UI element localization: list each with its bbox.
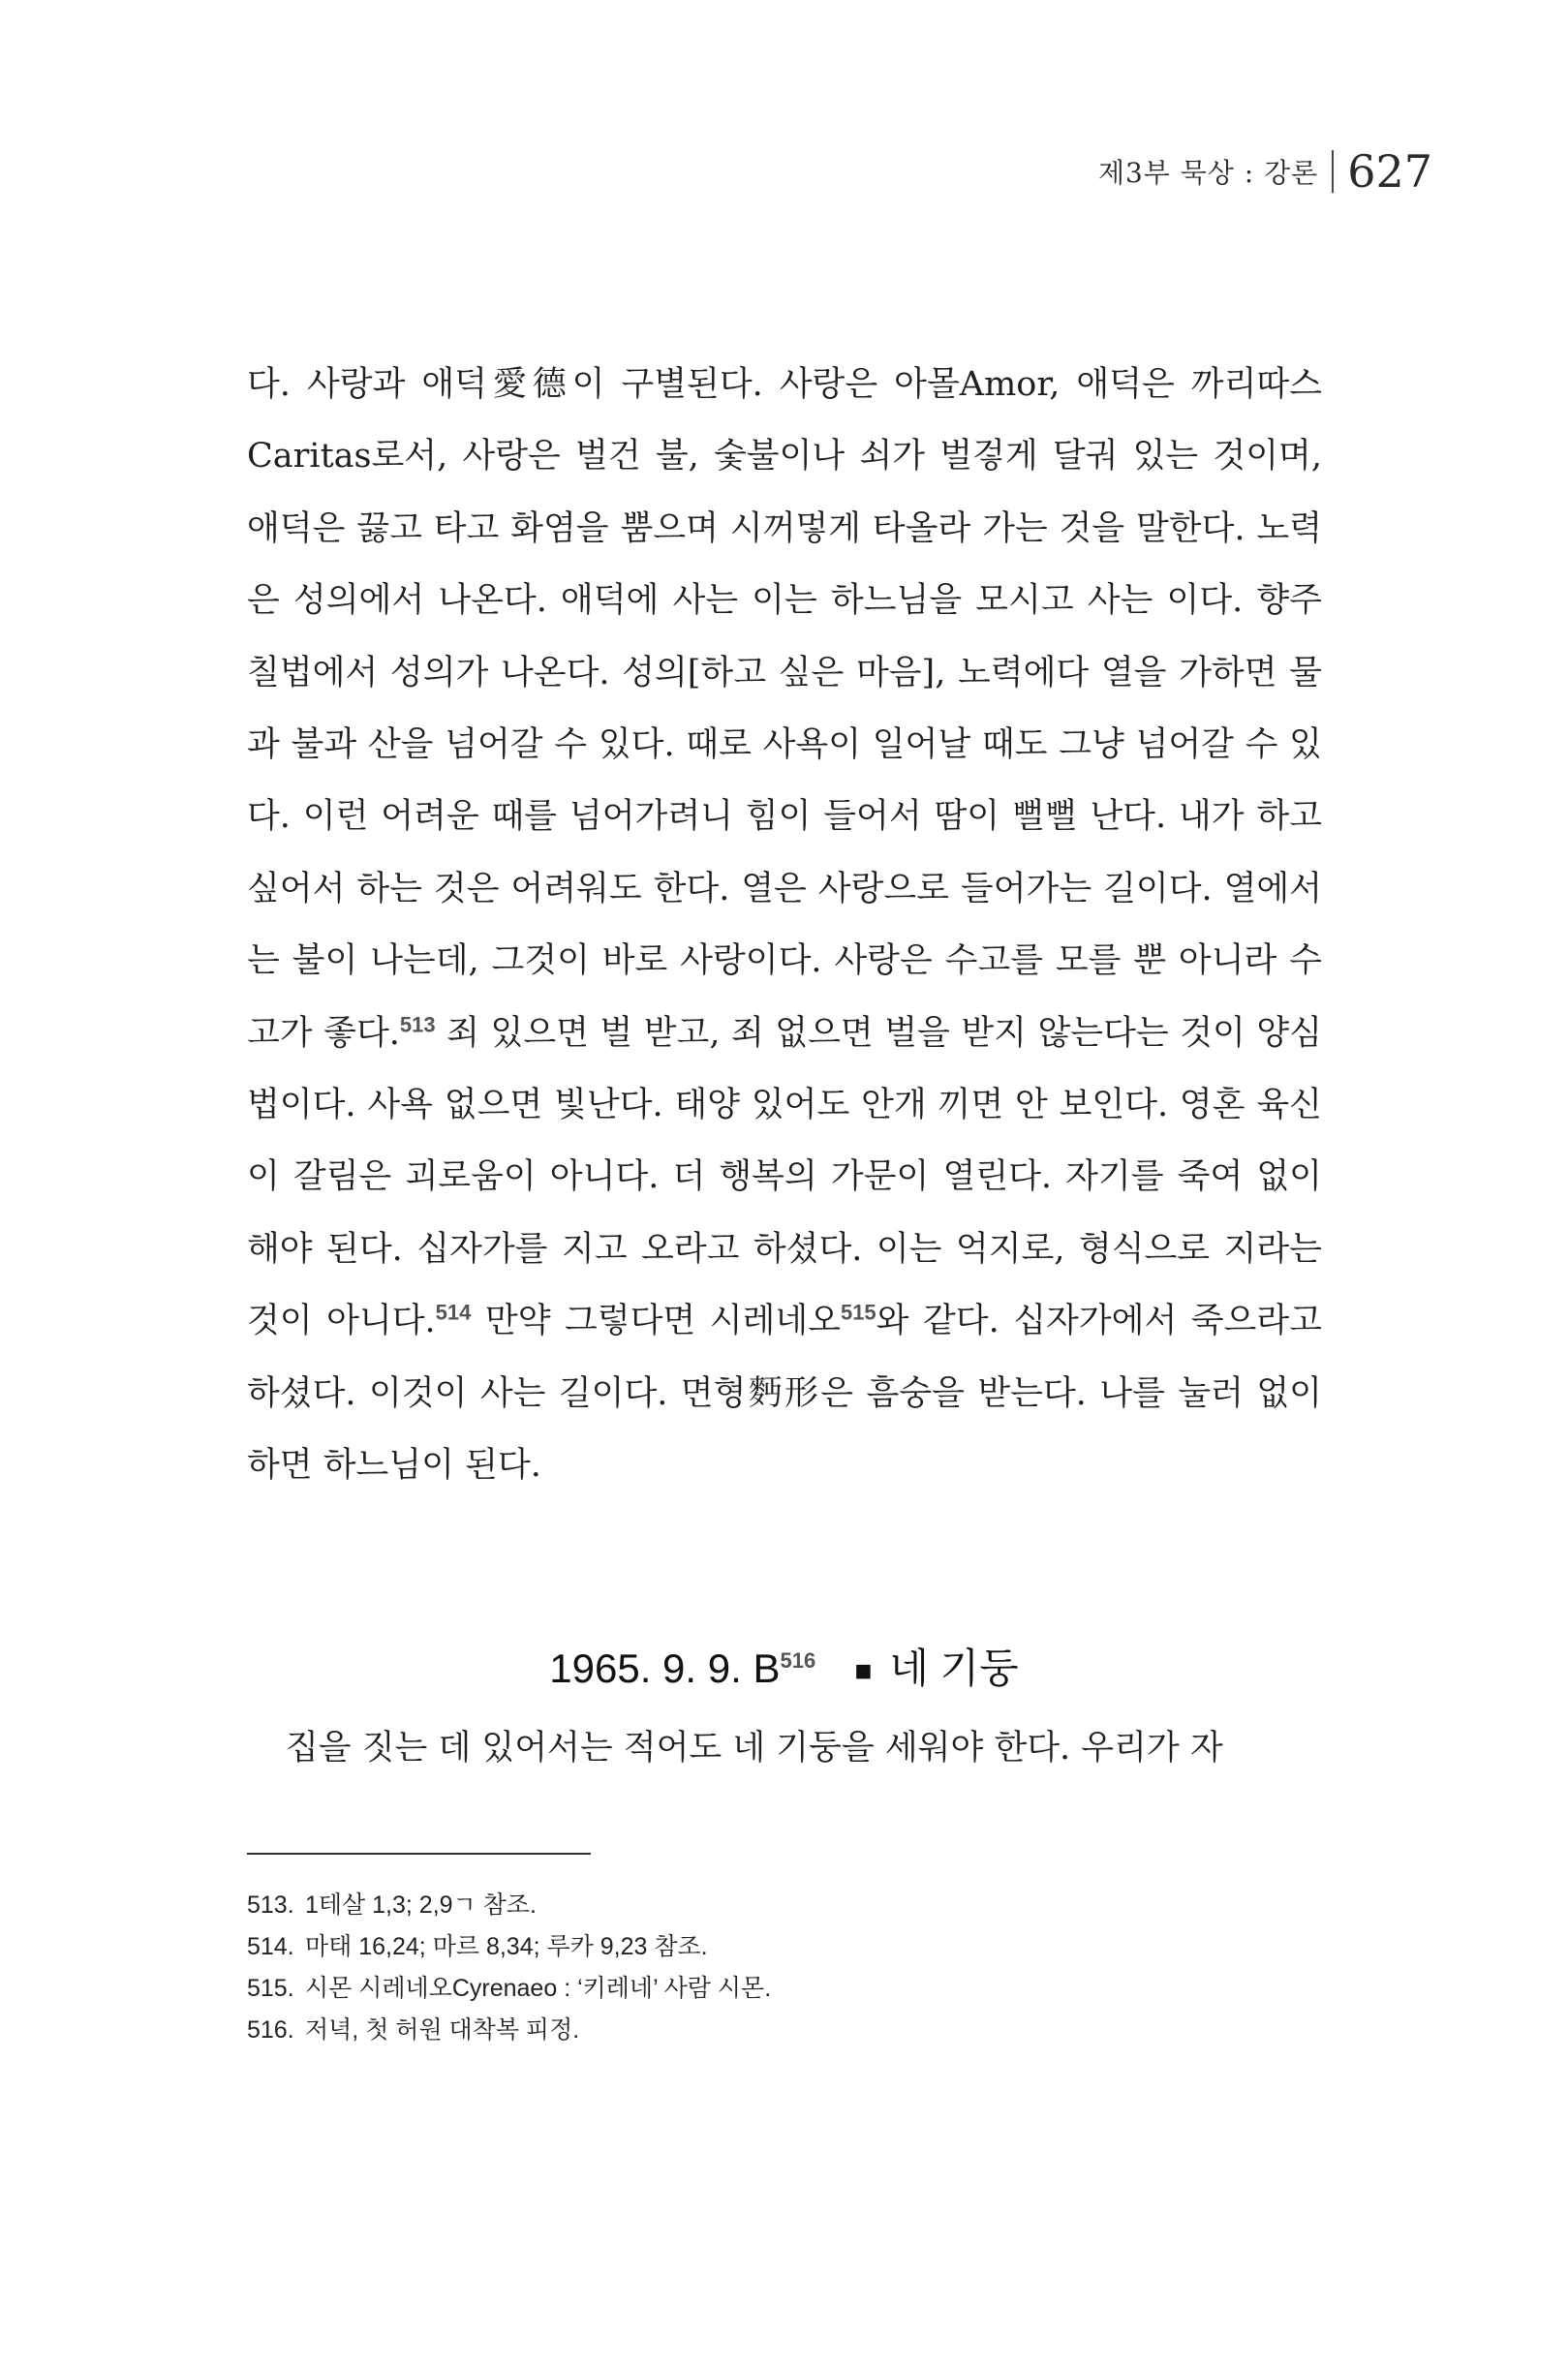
- footnote-text: 시몬 시레네오Cyrenaeo : ‘키레네’ 사람 시몬.: [305, 1975, 772, 2002]
- body-text-part: 죄 있으면 벌 받고, 죄 없으면 벌을 받지 않는다는 것이 양심법이다. 사욕 없으면 빛난다. 태양 있어도 안개 끼면 안 보인다. 영혼 육신이 갈림은 괴로움이 아니다. 더 행복의 가문이 열린다. 자기를 죽여 없이해야 된다. 십자가를 지고 오라고 하셨다. 이는 억지로, 형식으로 지라는 것이 아니다.: [247, 1013, 1323, 1341]
- page-number: 627: [1347, 145, 1432, 198]
- running-head: [1098, 145, 1432, 198]
- running-head-section: 제3부 묵상 : 강론: [1097, 157, 1319, 189]
- heading-title: 네 기둥: [889, 1645, 1019, 1691]
- section-heading: [0, 1637, 1568, 1695]
- footnote-ref-513[interactable]: 513: [399, 1012, 436, 1036]
- heading-date: 1965. 9. 9. B: [549, 1645, 781, 1691]
- footnote-item: [247, 1968, 1312, 2010]
- lead-paragraph: 집을 짓는 데 있어서는 적어도 네 기둥을 세워야 한다. 우리가 자: [286, 1729, 1223, 1768]
- footnote-list: [247, 1885, 1312, 2051]
- footnote-number: 513.: [247, 1891, 294, 1919]
- running-head-divider: [1332, 150, 1334, 193]
- footnote-number: 514.: [247, 1933, 294, 1960]
- body-text-part: 만약 그렇다면 시레네오: [471, 1302, 841, 1341]
- footnote-text: 저녁, 첫 허원 대착복 피정.: [305, 2016, 580, 2044]
- body-text-part: 와 같다. 십자가에서 죽으라고 하셨다. 이것이 사는 길이다. 면형麪形은 흠숭을 받는다. 나를 눌러 없이하면 하느님이 된다.: [247, 1302, 1322, 1486]
- footnote-item: [247, 1885, 1312, 1926]
- footnote-item: [247, 2010, 1312, 2051]
- footnote-text: 1테살 1,3; 2,9ㄱ 참조.: [305, 1891, 537, 1919]
- body-paragraph: [247, 349, 1322, 1502]
- footnote-number: 515.: [247, 1975, 294, 2002]
- footnote-item: [247, 1926, 1312, 1968]
- footnote-ref-516[interactable]: 516: [780, 1648, 816, 1673]
- footnote-ref-514[interactable]: 514: [435, 1300, 472, 1325]
- footnote-number: 516.: [247, 2016, 294, 2044]
- footnote-ref-515[interactable]: 515: [840, 1300, 876, 1325]
- footnote-divider: [247, 1853, 591, 1855]
- square-bullet-icon: ■: [854, 1654, 873, 1687]
- footnote-text: 마태 16,24; 마르 8,34; 루카 9,23 참조.: [305, 1933, 708, 1960]
- body-text-part: 다. 사랑과 애덕愛德이 구별된다. 사랑은 아몰Amor, 애덕은 까리따스Caritas로서, 사랑은 벌건 불, 숯불이나 쇠가 벌겋게 달궈 있는 것이며, 애덕은 끓고 타고 화염을 뿜으며 시꺼멓게 타올라 가는 것을 말한다. 노력은 성의에서 나온다. 애덕에 사는 이는 하느님을 모시고 사는 이다. 향주칠법에서 성의가 나온다. 성의[하고 싶은 마음], 노력에다 열을 가하면 물과 불과 산을 넘어갈 수 있다. 때로 사욕이 일어날 때도 그냥 넘어갈 수 있다. 이런 어려운 때를 넘어가려니 힘이 들어서 땀이 뻘뻘 난다. 내가 하고 싶어서 하는 것은 어려워도 한다. 열은 사랑으로 들어가는 길이다. 열에서는 불이 나는데, 그것이 바로 사랑이다. 사랑은 수고를 모를 뿐 아니라 수고가 좋다.: [247, 365, 1322, 1053]
